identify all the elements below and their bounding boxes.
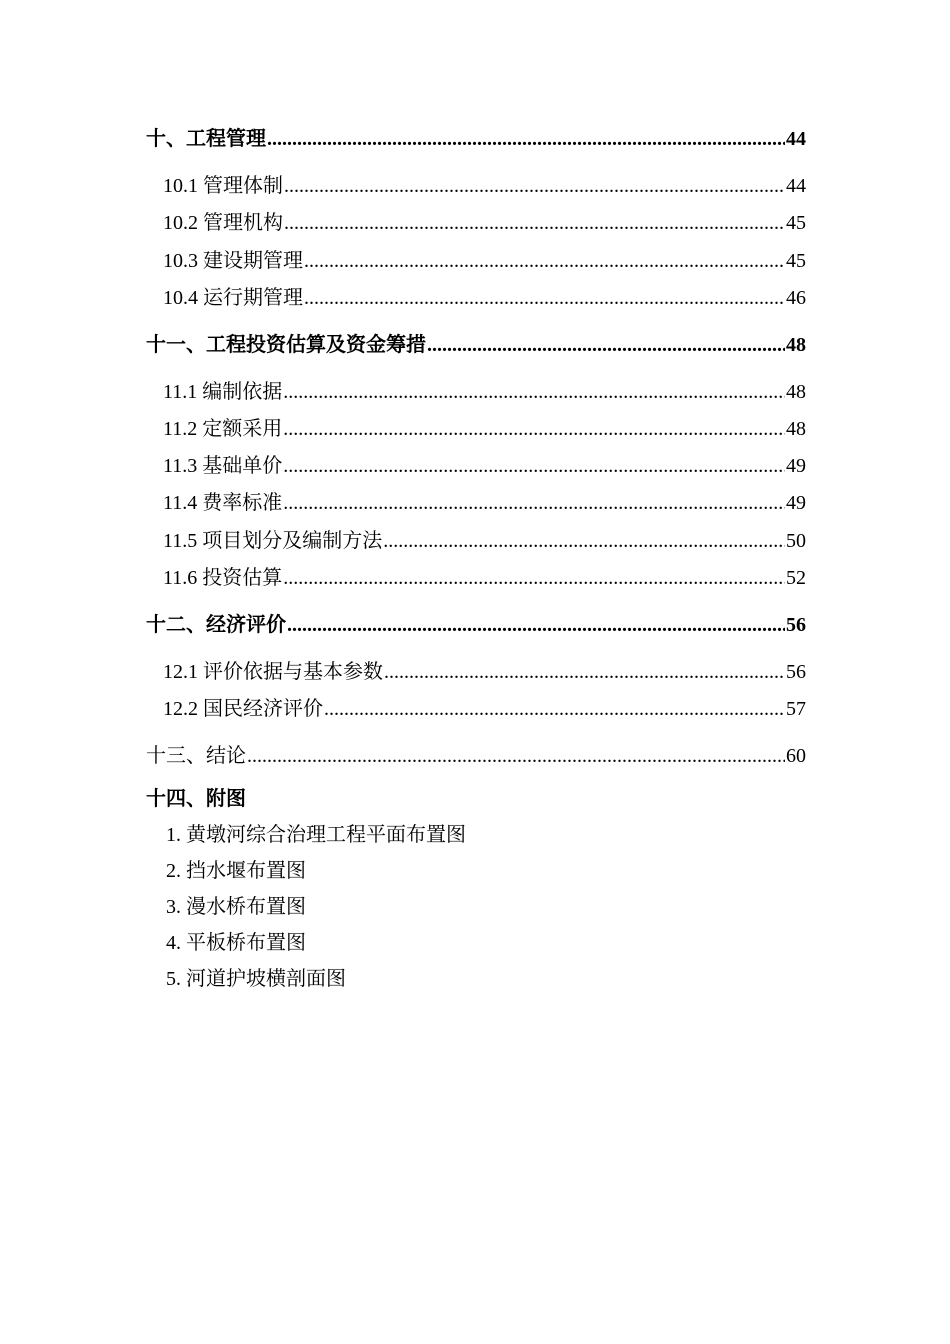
toc-entry-section-10[interactable]	[146, 122, 806, 152]
appendix-item: 2. 挡水堰布置图	[166, 860, 306, 882]
toc-entry-11-6[interactable]	[163, 561, 806, 591]
toc-page-number: 52	[786, 567, 806, 589]
toc-dot-leader	[324, 696, 785, 722]
toc-entry-section-11[interactable]	[146, 328, 806, 358]
appendix-item: 1. 黄墩河综合治理工程平面布置图	[166, 824, 466, 846]
toc-entry-11-1[interactable]	[163, 375, 806, 405]
toc-page-number: 50	[786, 530, 806, 552]
toc-entry-11-2[interactable]	[163, 412, 806, 442]
toc-dot-leader	[304, 285, 785, 311]
toc-entry-label: 11.2 定额采用	[163, 418, 283, 440]
toc-entry-12-2[interactable]	[163, 692, 806, 722]
toc-entry-label: 11.1 编制依据	[163, 381, 283, 403]
toc-entry-section-13[interactable]	[146, 739, 806, 769]
toc-entry-label: 十二、经济评价	[146, 614, 286, 636]
toc-dot-leader	[284, 173, 785, 199]
toc-page-number: 48	[786, 334, 806, 356]
toc-page-number: 44	[786, 128, 806, 150]
toc-entry-label: 10.3 建设期管理	[163, 250, 303, 272]
toc-entry-label: 10.1 管理体制	[163, 175, 283, 197]
toc-page-number: 48	[786, 418, 806, 440]
toc-page-number: 45	[786, 212, 806, 234]
toc-entry-label: 10.2 管理机构	[163, 212, 283, 234]
toc-entry-10-3[interactable]	[163, 244, 806, 274]
appendix-item: 4. 平板桥布置图	[166, 932, 306, 954]
toc-dot-leader	[427, 332, 785, 358]
toc-entry-label: 12.2 国民经济评价	[163, 698, 323, 720]
toc-entry-label: 11.5 项目划分及编制方法	[163, 530, 383, 552]
toc-dot-leader	[283, 490, 785, 516]
toc-entry-label: 十三、结论	[146, 745, 246, 767]
toc-dot-leader	[383, 528, 785, 554]
toc-entry-label: 11.3 基础单价	[163, 455, 283, 477]
toc-page-number: 48	[786, 381, 806, 403]
toc-dot-leader	[284, 210, 785, 236]
toc-dot-leader	[287, 612, 785, 638]
toc-entry-11-3[interactable]	[163, 449, 806, 479]
toc-entry-label: 12.1 评价依据与基本参数	[163, 661, 383, 683]
toc-entry-label: 十、工程管理	[146, 128, 266, 150]
toc-dot-leader	[283, 379, 785, 405]
toc-dot-leader	[247, 743, 785, 769]
toc-dot-leader	[384, 659, 785, 685]
appendix-item: 3. 漫水桥布置图	[166, 896, 306, 918]
toc-page-number: 56	[786, 614, 806, 636]
toc-entry-label: 11.6 投资估算	[163, 567, 283, 589]
toc-dot-leader	[283, 565, 785, 591]
toc-entry-12-1[interactable]	[163, 655, 806, 685]
toc-entry-label: 10.4 运行期管理	[163, 287, 303, 309]
toc-dot-leader	[283, 453, 785, 479]
toc-dot-leader	[304, 248, 785, 274]
appendix-heading: 十四、附图	[146, 788, 246, 810]
toc-dot-leader	[267, 126, 785, 152]
toc-page-number: 45	[786, 250, 806, 272]
toc-entry-10-1[interactable]	[163, 169, 806, 199]
toc-dot-leader	[283, 416, 785, 442]
toc-entry-11-4[interactable]	[163, 486, 806, 516]
toc-page-number: 60	[786, 745, 806, 767]
toc-page-number: 49	[786, 492, 806, 514]
toc-page-number: 56	[786, 661, 806, 683]
toc-entry-10-4[interactable]	[163, 281, 806, 311]
toc-page-number: 44	[786, 175, 806, 197]
toc-page-number: 46	[786, 287, 806, 309]
toc-entry-section-12[interactable]	[146, 608, 806, 638]
toc-page-number: 57	[786, 698, 806, 720]
toc-page-number: 49	[786, 455, 806, 477]
toc-entry-label: 十一、工程投资估算及资金筹措	[146, 334, 426, 356]
toc-entry-label: 11.4 费率标准	[163, 492, 283, 514]
appendix-item: 5. 河道护坡横剖面图	[166, 968, 346, 990]
toc-entry-11-5[interactable]	[163, 524, 806, 554]
toc-entry-10-2[interactable]	[163, 206, 806, 236]
